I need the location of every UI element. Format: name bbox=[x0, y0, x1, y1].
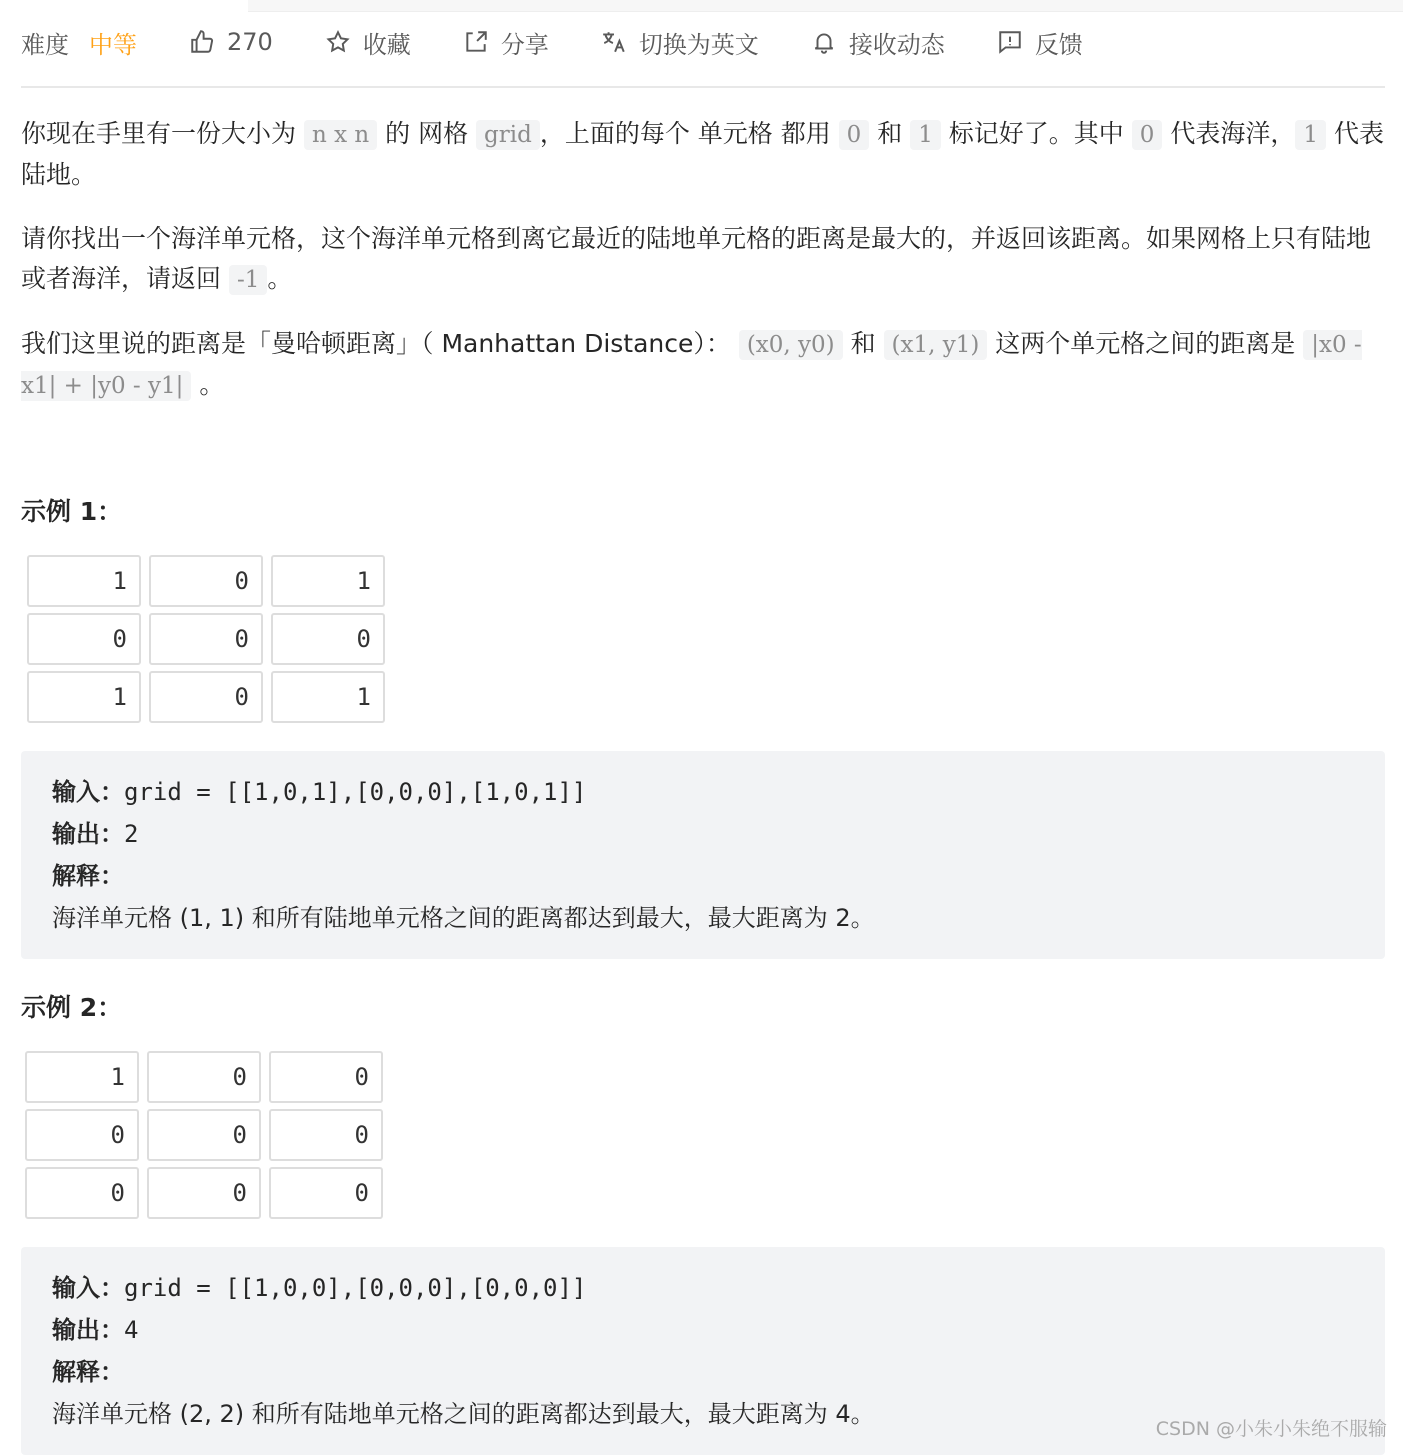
output-label: 输出： bbox=[52, 820, 124, 848]
thumbs-up-icon bbox=[189, 29, 215, 55]
share-icon bbox=[463, 29, 489, 55]
output-value: 2 bbox=[124, 820, 139, 848]
text-segment: ，上面的每个 单元格 都用 bbox=[539, 119, 839, 148]
example-1-title: 示例 1： bbox=[21, 497, 123, 526]
inline-code: 1 bbox=[1295, 120, 1326, 150]
explain-text: 海洋单元格 (2, 2) 和所有陆地单元格之间的距离都达到最大，最大距离为 4。 bbox=[52, 1400, 875, 1428]
inline-code: grid bbox=[476, 120, 540, 150]
text-segment: 和 bbox=[842, 329, 884, 358]
input-value: grid = [[1,0,0],[0,0,0],[0,0,0]] bbox=[124, 1274, 587, 1302]
text-segment: 请你找出一个海洋单元格，这个海洋单元格到离它最近的陆地单元格的距离是最大的，并返回该距离。如果网格上只有陆地或者海洋，请返回 bbox=[21, 224, 1372, 293]
example-1-grid bbox=[27, 555, 383, 723]
top-bar bbox=[248, 0, 1403, 12]
like-button[interactable] bbox=[189, 28, 273, 56]
grid-cell: 0 bbox=[269, 1167, 383, 1219]
share-button[interactable] bbox=[463, 25, 549, 60]
example-2-title: 示例 2： bbox=[21, 993, 123, 1022]
difficulty bbox=[21, 25, 137, 60]
inline-code: 0 bbox=[839, 120, 870, 150]
watermark: CSDN @小朱小朱绝不服输 bbox=[1155, 1418, 1387, 1440]
star-icon bbox=[325, 29, 351, 55]
divider bbox=[21, 86, 1385, 88]
text-segment: 这两个单元格之间的距离是 bbox=[987, 329, 1304, 358]
input-label: 输入： bbox=[52, 778, 124, 806]
grid-cell: 0 bbox=[27, 613, 141, 665]
text-segment: 标记好了。其中 bbox=[940, 119, 1132, 148]
grid-cell: 0 bbox=[149, 613, 263, 665]
paragraph bbox=[21, 324, 1385, 406]
explain-label: 解释： bbox=[52, 1358, 124, 1386]
grid-cell: 0 bbox=[147, 1051, 261, 1103]
text-segment: 代表海洋， bbox=[1162, 119, 1296, 148]
inline-code: (x1, y1) bbox=[884, 330, 988, 360]
text-segment: 代表陆地。 bbox=[21, 119, 1384, 189]
input-value: grid = [[1,0,1],[0,0,0],[1,0,1]] bbox=[124, 778, 587, 806]
grid-cell: 1 bbox=[27, 671, 141, 723]
example-2-grid bbox=[25, 1051, 381, 1219]
favorite-button[interactable] bbox=[325, 25, 411, 60]
translate-button[interactable] bbox=[601, 25, 759, 60]
inline-code: |x0 - x1| + |y0 - y1| bbox=[21, 332, 1362, 399]
grid-cell: 0 bbox=[149, 555, 263, 607]
grid-cell: 0 bbox=[25, 1167, 139, 1219]
grid-cell: 0 bbox=[271, 613, 385, 665]
translate-icon bbox=[601, 29, 627, 55]
translate-label: 切换为英文 bbox=[638, 30, 759, 59]
text-segment: 我们这里说的距离是「曼哈顿距离」（ Manhattan Distance）： bbox=[21, 329, 739, 358]
text-segment: 。 bbox=[267, 264, 293, 293]
grid-cell: 0 bbox=[149, 671, 263, 723]
share-label: 分享 bbox=[500, 30, 549, 59]
difficulty-label: 难度 bbox=[21, 30, 69, 59]
grid-cell: 1 bbox=[271, 555, 385, 607]
text-segment: 。 bbox=[191, 370, 225, 399]
difficulty-value: 中等 bbox=[89, 30, 137, 59]
feedback-button[interactable] bbox=[997, 25, 1083, 60]
inline-code: 0 bbox=[1132, 120, 1163, 150]
paragraph bbox=[21, 219, 1385, 300]
text-segment: 和 bbox=[869, 119, 911, 148]
inline-code: n x n bbox=[304, 120, 377, 150]
input-label: 输入： bbox=[52, 1274, 124, 1302]
subscribe-button[interactable] bbox=[811, 25, 945, 60]
problem-description bbox=[21, 114, 1385, 430]
problem-toolbar bbox=[21, 22, 1135, 62]
grid-cell: 0 bbox=[269, 1109, 383, 1161]
bell-icon bbox=[811, 29, 837, 55]
grid-cell: 0 bbox=[25, 1109, 139, 1161]
output-value: 4 bbox=[124, 1316, 139, 1344]
grid-cell: 1 bbox=[271, 671, 385, 723]
inline-code: -1 bbox=[229, 265, 267, 295]
grid-cell: 0 bbox=[147, 1109, 261, 1161]
subscribe-label: 接收动态 bbox=[848, 30, 945, 59]
like-count: 270 bbox=[227, 28, 273, 56]
feedback-label: 反馈 bbox=[1034, 30, 1083, 59]
inline-code: (x0, y0) bbox=[739, 330, 843, 360]
example-1-block bbox=[21, 751, 1385, 959]
text-segment: 的 网格 bbox=[377, 119, 477, 148]
inline-code: 1 bbox=[910, 120, 941, 150]
grid-cell: 1 bbox=[27, 555, 141, 607]
favorite-label: 收藏 bbox=[362, 30, 411, 59]
grid-cell: 1 bbox=[25, 1051, 139, 1103]
output-label: 输出： bbox=[52, 1316, 124, 1344]
feedback-icon bbox=[997, 29, 1023, 55]
paragraph bbox=[21, 114, 1385, 195]
grid-cell: 0 bbox=[147, 1167, 261, 1219]
explain-label: 解释： bbox=[52, 862, 124, 890]
grid-cell: 0 bbox=[269, 1051, 383, 1103]
text-segment: 你现在手里有一份大小为 bbox=[21, 119, 304, 148]
explain-text: 海洋单元格 (1, 1) 和所有陆地单元格之间的距离都达到最大，最大距离为 2。 bbox=[52, 904, 875, 932]
